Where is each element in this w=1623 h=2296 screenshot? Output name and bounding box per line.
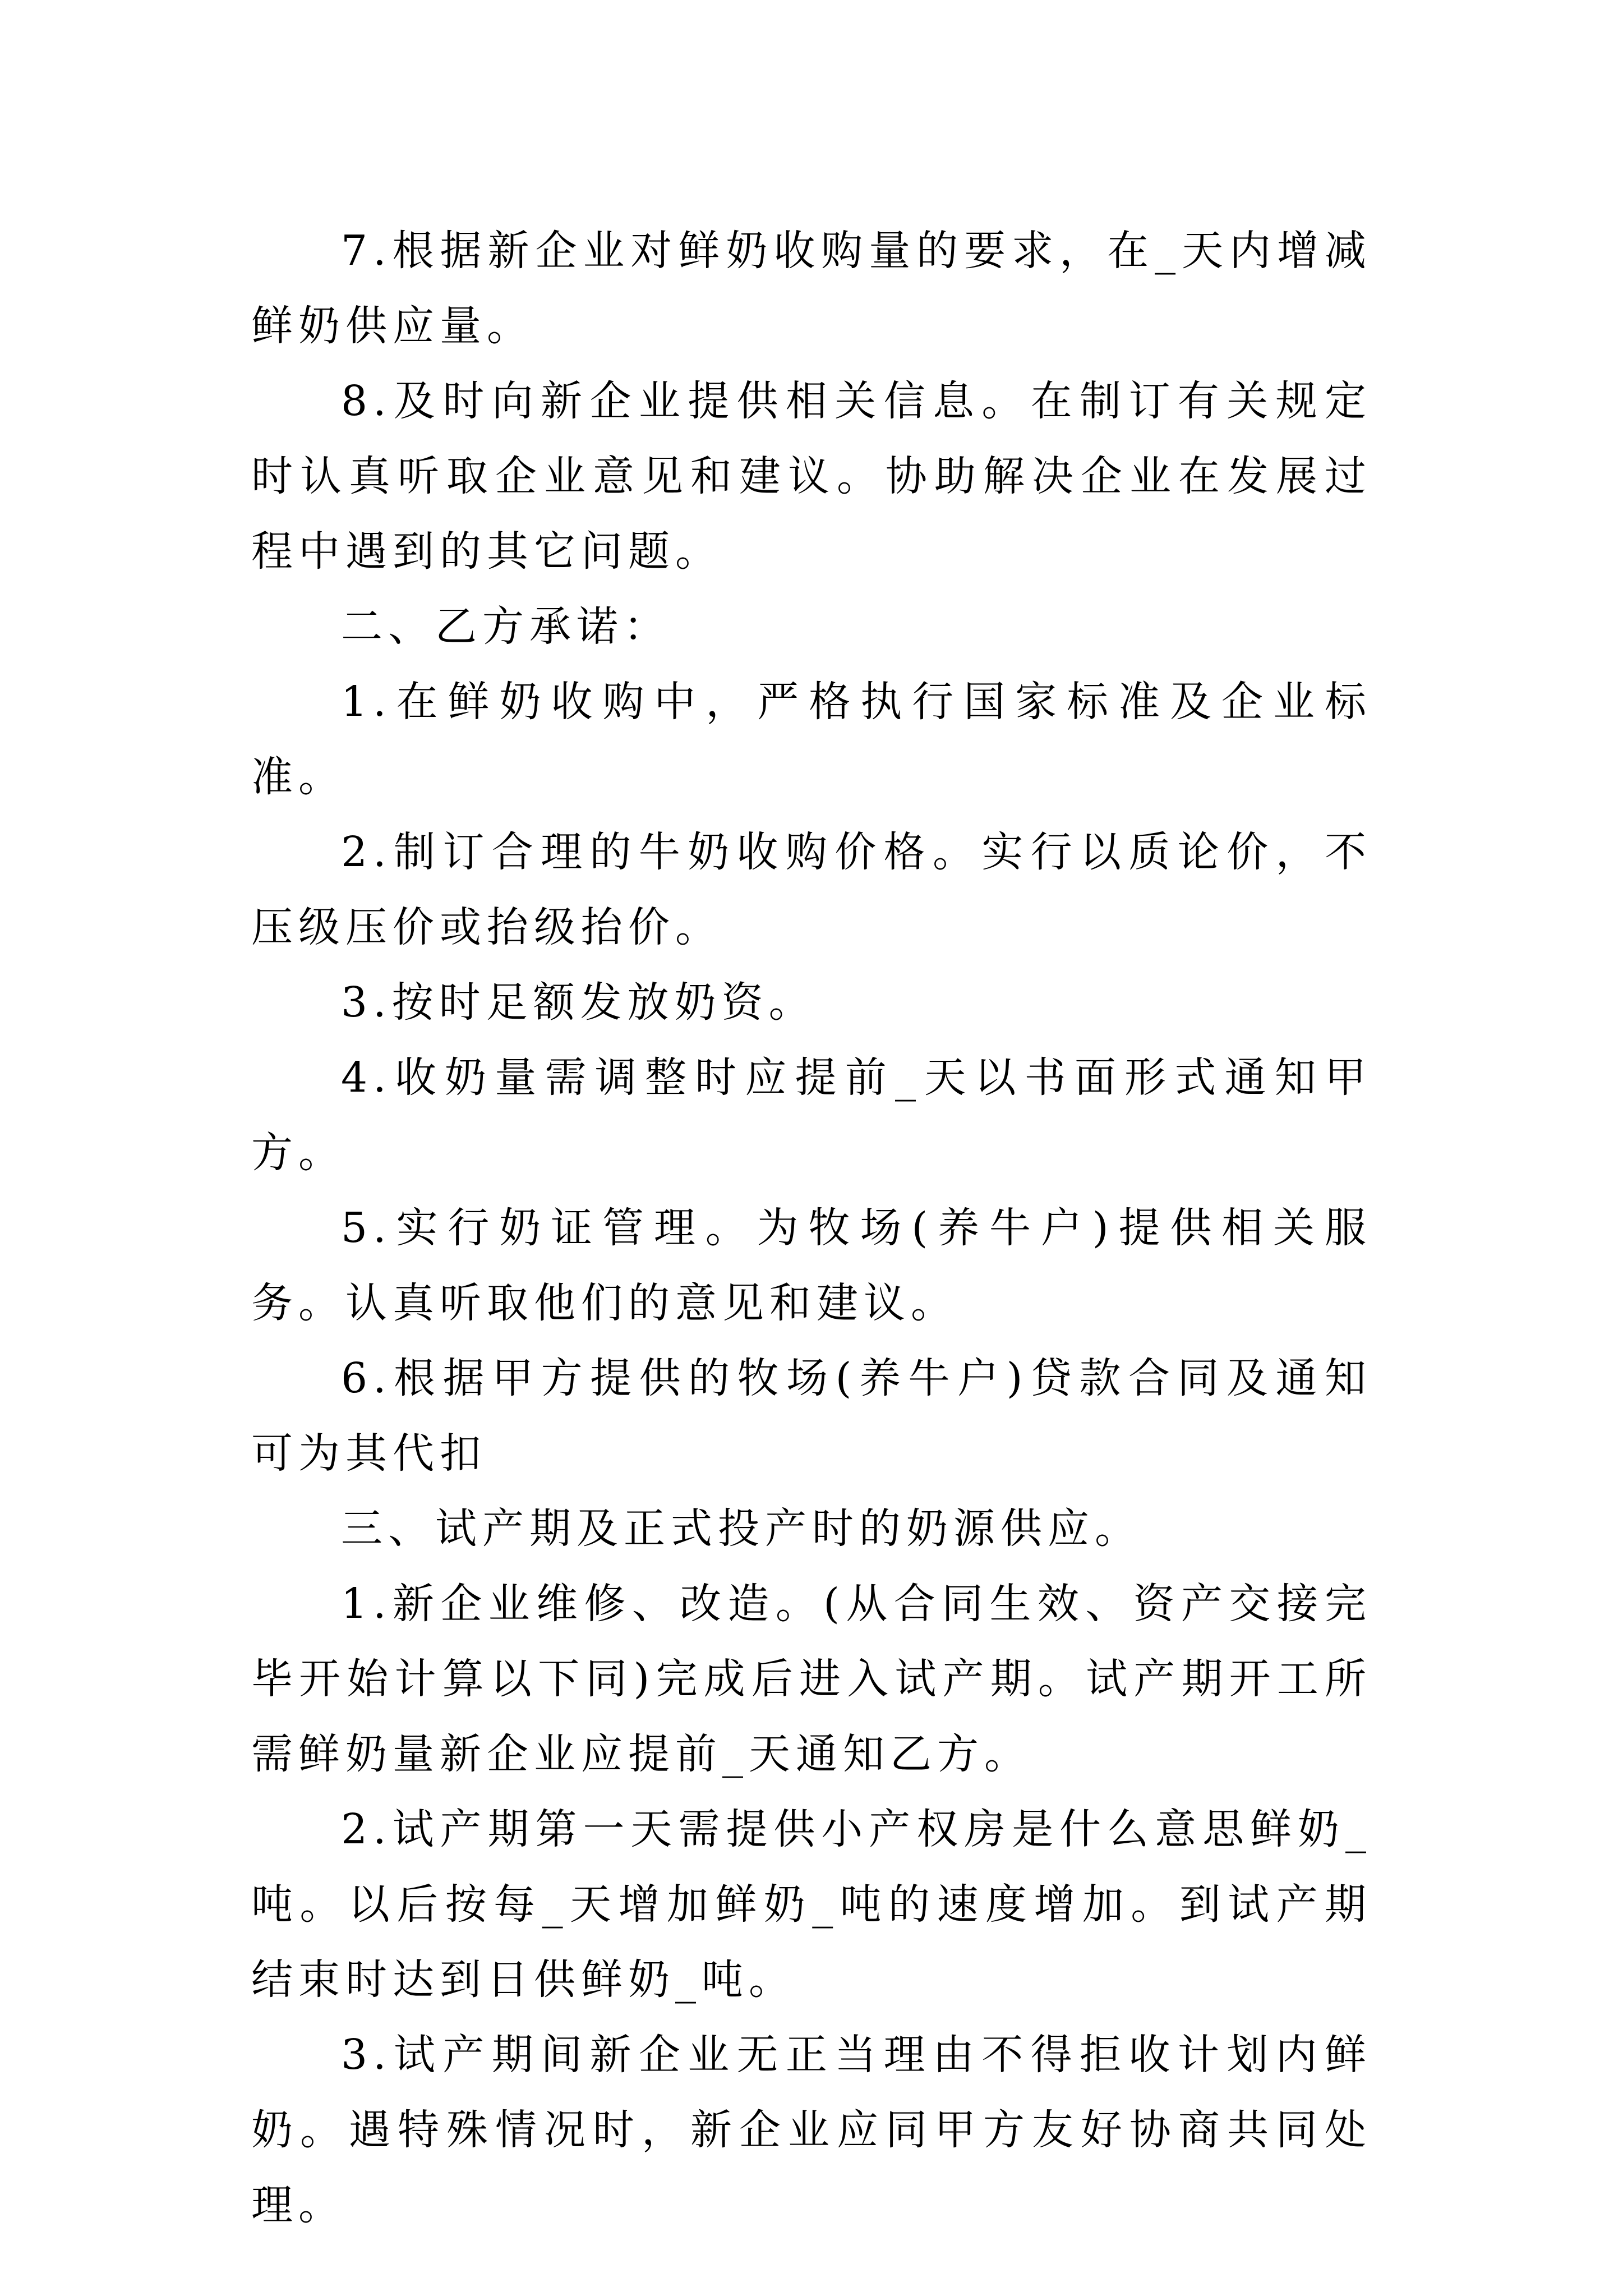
- section-heading-party-b: 二、乙方承诺：: [341, 602, 671, 651]
- paragraph-clause-8: 8.及时向新企业提供相关信息。在制订有关规定时认真听取企业意见和建议。协助解决企业在发展过程中遇到的其它问题。: [251, 377, 1372, 576]
- paragraph-party-b-3: 3.按时足额发放奶资。: [341, 978, 816, 1027]
- paragraph-trial-1: 1.新企业维修、改造。(从合同生效、资产交接完毕开始计算以下同)完成后进入试产期。试产期开工所需鲜奶量新企业应提前_天通知乙方。: [251, 1580, 1372, 1778]
- paragraph-party-b-2: 2.制订合理的牛奶收购价格。实行以质论价，不压级压价或抬级抬价。: [251, 828, 1372, 951]
- paragraph-trial-3: 3.试产期间新企业无正当理由不得拒收计划内鲜奶。遇特殊情况时，新企业应同甲方友好协商共同处理。: [251, 2031, 1372, 2229]
- paragraph-clause-7: 7.根据新企业对鲜奶收购量的要求，在_天内增减鲜奶供应量。: [251, 227, 1372, 350]
- document-body: [251, 213, 1372, 2243]
- paragraph-party-b-6: 6.根据甲方提供的牧场(养牛户)贷款合同及通知可为其代扣: [251, 1354, 1372, 1478]
- paragraph-party-b-1: 1.在鲜奶收购中，严格执行国家标准及企业标准。: [251, 678, 1372, 801]
- section-heading-trial-production: 三、试产期及正式投产时的奶源供应。: [341, 1504, 1142, 1553]
- paragraph-trial-2: 2.试产期第一天需提供小产权房是什么意思鲜奶_吨。以后按每_天增加鲜奶_吨的速度增加。到试产期结束时达到日供鲜奶_吨。: [251, 1805, 1372, 2004]
- paragraph-party-b-5: 5.实行奶证管理。为牧场(养牛户)提供相关服务。认真听取他们的意见和建议。: [251, 1204, 1372, 1327]
- paragraph-party-b-4: 4.收奶量需调整时应提前_天以书面形式通知甲方。: [251, 1053, 1372, 1177]
